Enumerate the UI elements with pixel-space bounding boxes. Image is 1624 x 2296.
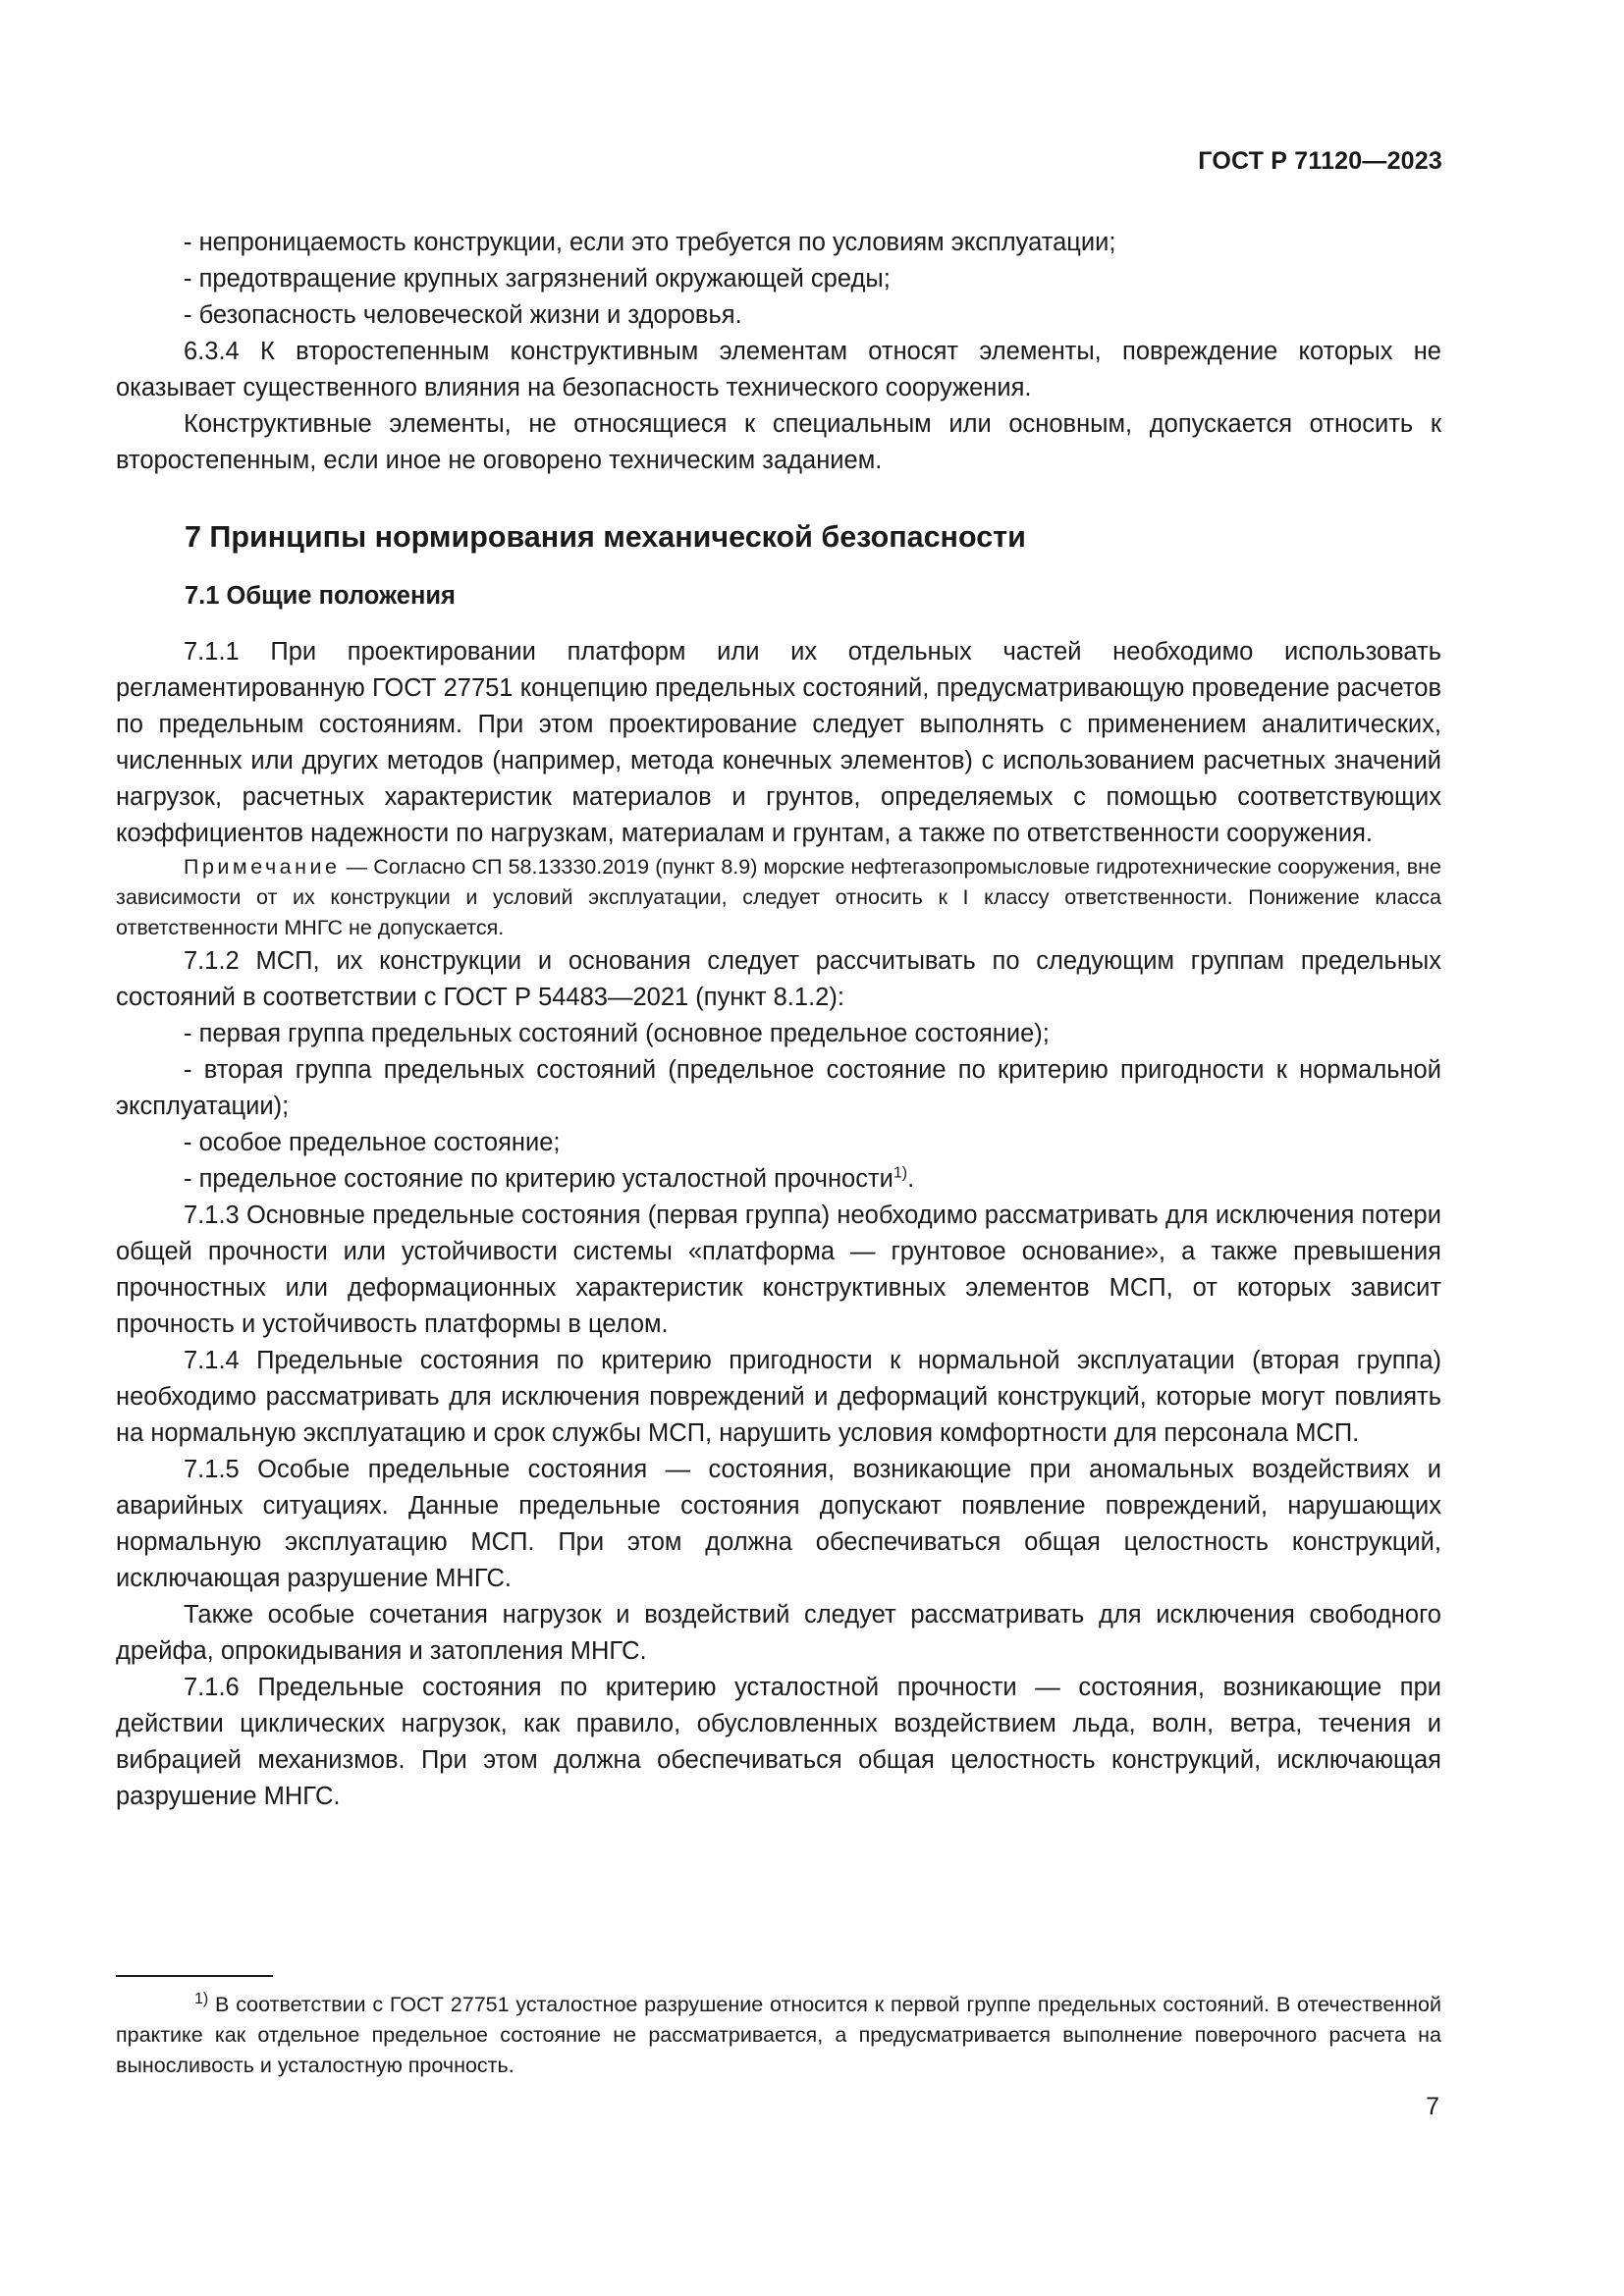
- paragraph: Также особые сочетания нагрузок и воздействий следует рассматривать для исключения свободного дрейфа, опрокидывания и затопления МНГС.: [116, 1601, 1441, 1665]
- section-heading: 7 Принципы нормирования механической безопасности: [185, 520, 1026, 554]
- list-item: - первая группа предельных состояний (основное предельное состояние);: [184, 1020, 1050, 1047]
- paragraph: 7.1.6 Предельные состояния по критерию усталостной прочности — состояния, возникающие при действии циклических нагрузок, как правило, обусловленных воздействием льда, волн, ветра, течения и вибрацией механизмов. При этом должна обеспечиваться общая целостность конструкций, исключающая разрушение МНГС.: [116, 1674, 1441, 1810]
- paragraph: 6.3.4 К второстепенным конструктивным элементам относят элементы, повреждение которых не оказывает существенного влияния на безопасность технического сооружения.: [116, 338, 1441, 401]
- note-label: Примечание: [184, 855, 341, 879]
- list-item: - особое предельное состояние;: [184, 1129, 561, 1156]
- paragraph: 7.1.3 Основные предельные состояния (первая группа) необходимо рассматривать для исключения потери общей прочности или устойчивости системы «платформа — грунтовое основание», а также превышения прочностных или деформационных характеристик конструктивных элементов МСП, от которых зависит прочность и устойчивость платформы в целом.: [116, 1201, 1441, 1338]
- footnote-reference: 1): [893, 1164, 908, 1182]
- paragraph: 7.1.1 При проектировании платформ или их отдельных частей необходимо использовать регламентированную ГОСТ 27751 концепцию предельных состояний, предусматривающую проведение расчетов по предельным состояниям. При этом проектирование следует выполнять с применением аналитических, численных или других методов (например, метода конечных элементов) с использованием расчетных значений нагрузок, расчетных характеристик материалов и грунтов, определяемых с помощью соответствующих коэффициентов надежности по нагрузкам, материалам и грунтам, а также по ответственности сооружения.: [116, 638, 1441, 847]
- paragraph: 7.1.2 МСП, их конструкции и основания следует рассчитывать по следующим группам предельных состояний в соответствии с ГОСТ Р 54483—2021 (пункт 8.1.2):: [116, 947, 1441, 1011]
- footnote-marker: 1): [194, 1990, 209, 2007]
- document-header-id: ГОСТ Р 71120—2023: [1198, 147, 1442, 175]
- list-item: [116, 1161, 1441, 1198]
- paragraph: 7.1.5 Особые предельные состояния — состояния, возникающие при аномальных воздействиях и аварийных ситуациях. Данные предельные состояния допускают появление повреждений, нарушающих нормальную эксплуатацию МСП. При этом должна обеспечиваться общая целостность конструкций, исключающая разрушение МНГС.: [116, 1456, 1441, 1592]
- subsection-heading: 7.1 Общие положения: [185, 582, 456, 610]
- note-paragraph: [116, 852, 1441, 943]
- footnote-text: [116, 1990, 1441, 2081]
- list-item: - непроницаемость конструкции, если это требуется по условиям эксплуатации;: [184, 229, 1116, 256]
- note-text: — Согласно СП 58.13330.2019 (пункт 8.9) морские нефтегазопромысловые гидротехнические сооружения, вне зависимости от их конструкции и условий эксплуатации, следует относить к I классу ответственности. Понижение класса ответственности МНГС не допускается.: [116, 855, 1441, 939]
- footnote: [116, 1990, 1441, 2081]
- list-item-text: - предельное состояние по критерию усталостной прочности: [184, 1165, 893, 1193]
- paragraph: 7.1.4 Предельные состояния по критерию пригодности к нормальной эксплуатации (вторая группа) необходимо рассматривать для исключения повреждений и деформаций конструкций, которые могут повлиять на нормальную эксплуатацию и срок службы МСП, нарушить условия комфортности для персонала МСП.: [116, 1347, 1441, 1447]
- list-item-tail: .: [907, 1165, 915, 1193]
- document-body: [116, 225, 1441, 1815]
- list-item: - безопасность человеческой жизни и здоровья.: [184, 301, 742, 329]
- footnote-body: В соответствии с ГОСТ 27751 усталостное разрушение относится к первой группе предельных состояний. В отечественной практике как отдельное предельное состояние не рассматривается, а предусматривается выполнение поверочного расчета на выносливость и усталостную прочность.: [116, 1993, 1441, 2077]
- list-item: - предотвращение крупных загрязнений окружающей среды;: [184, 265, 891, 293]
- list-item: - вторая группа предельных состояний (предельное состояние по критерию пригодности к нормальной эксплуатации);: [116, 1056, 1441, 1120]
- paragraph: Конструктивные элементы, не относящиеся к специальным или основным, допускается относить к второстепенным, если иное не оговорено техническим заданием.: [116, 410, 1441, 474]
- page-number: 7: [1426, 2093, 1439, 2120]
- footnote-divider: [116, 1975, 273, 1977]
